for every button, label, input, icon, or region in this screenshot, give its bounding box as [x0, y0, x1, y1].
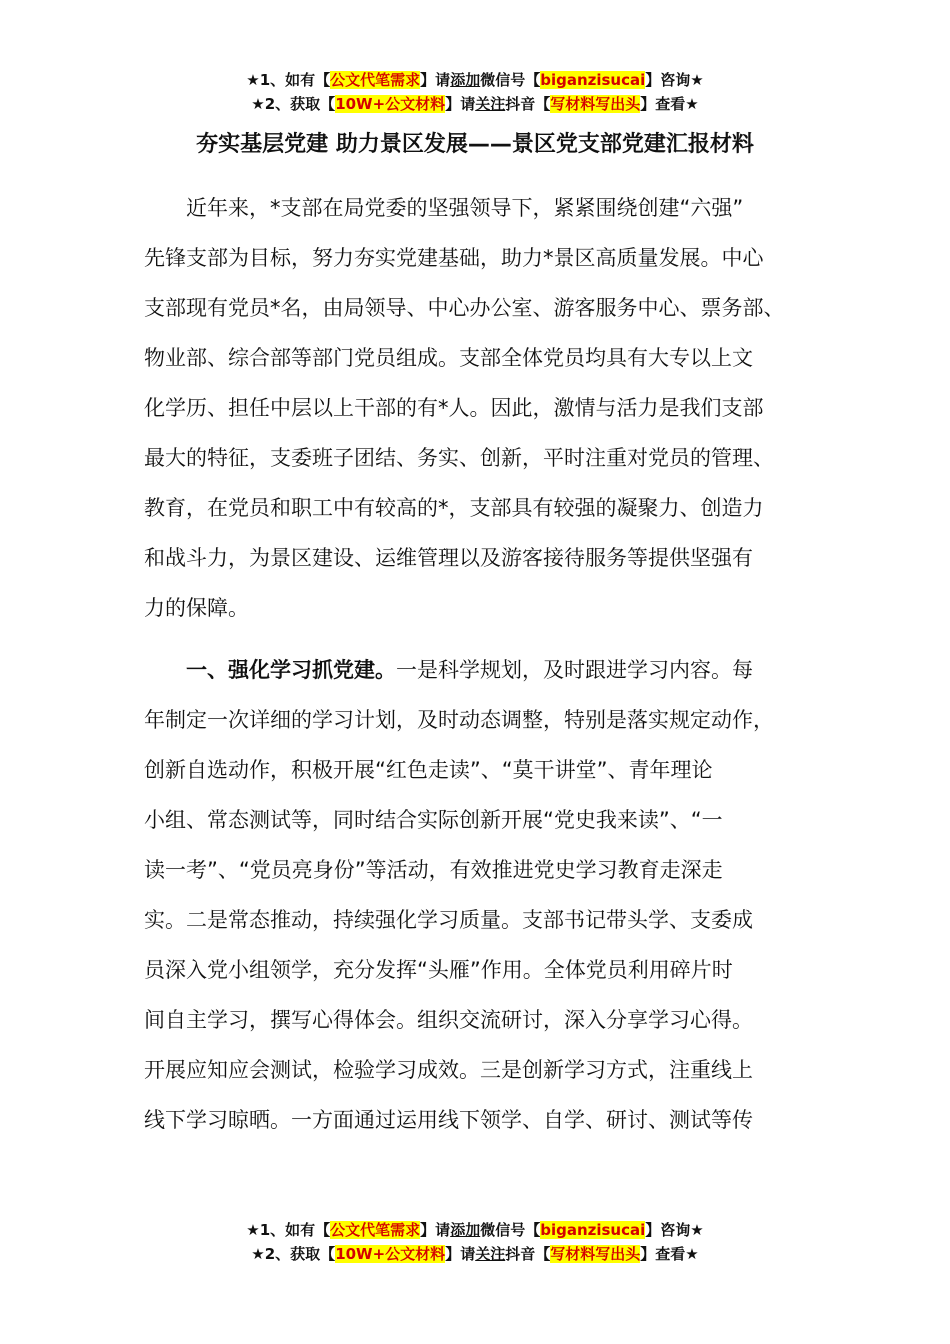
footer-banner: [0, 1218, 950, 1266]
paragraph-line: 线下学习晾晒。一方面通过运用线下领学、自学、研讨、测试等传: [144, 1108, 753, 1132]
banner-text: ★1、如有【: [246, 71, 331, 89]
banner-highlight: 写材料写出头: [550, 1245, 641, 1263]
banner-line-1: [0, 68, 950, 92]
banner-line-2: [0, 1242, 950, 1266]
banner-underline: 添加: [450, 1221, 481, 1239]
paragraph-line: 实。二是常态推动，持续强化学习质量。支部书记带头学、支委成: [144, 908, 753, 932]
paragraph-line: 间自主学习，撰写心得体会。组织交流研讨，深入分享学习心得。: [144, 1008, 753, 1032]
paragraph-line: 先锋支部为目标，努力夯实党建基础，助力*景区高质量发展。中心: [144, 246, 764, 270]
banner-highlight: 写材料写出头: [550, 95, 641, 113]
paragraph-line: 和战斗力，为景区建设、运维管理以及游客接待服务等提供坚强有: [144, 546, 753, 570]
banner-text: ★2、获取【: [251, 95, 336, 113]
paragraph-line: 物业部、综合部等部门党员组成。支部全体党员均具有大专以上文: [144, 346, 753, 370]
banner-text: 】咨询★: [645, 1221, 704, 1239]
banner-highlight: 公文代笔需求: [330, 71, 421, 89]
paragraph-line: 小组、常态测试等，同时结合实际创新开展“党史我来读”、“一: [144, 808, 723, 832]
banner-text: 】请: [420, 71, 451, 89]
banner-highlight: biganzisucai: [540, 71, 646, 89]
header-banner: [0, 68, 950, 116]
paragraph-line: [144, 645, 824, 695]
banner-highlight: 10W+公文材料: [335, 95, 446, 113]
banner-underline: 关注: [475, 1245, 506, 1263]
paragraph-line: 最大的特征，支委班子团结、务实、创新，平时注重对党员的管理、: [144, 446, 774, 470]
paragraph-line: 开展应知应会测试，检验学习成效。三是创新学习方式，注重线上: [144, 1058, 753, 1082]
banner-highlight: 公文代笔需求: [330, 1221, 421, 1239]
paragraph-line: 年制定一次详细的学习计划，及时动态调整，特别是落实规定动作，: [144, 708, 774, 732]
paragraph-line: 员深入党小组领学，充分发挥“头雁”作用。全体党员利用碎片时: [144, 958, 733, 982]
paragraph-line: 读一考”、“党员亮身份”等活动，有效推进党史学习教育走深走: [144, 858, 723, 882]
banner-underline: 关注: [475, 95, 506, 113]
paragraph-line: 力的保障。: [144, 596, 249, 620]
banner-text: 】查看★: [640, 95, 699, 113]
banner-text: 】请: [420, 1221, 451, 1239]
banner-text: 微信号【: [480, 71, 541, 89]
banner-underline: 添加: [450, 71, 481, 89]
banner-highlight: biganzisucai: [540, 1221, 646, 1239]
paragraph-line: 支部现有党员*名，由局领导、中心办公室、游客服务中心、票务部、: [144, 296, 785, 320]
banner-text: 】请: [445, 95, 476, 113]
banner-text: 抖音【: [505, 1245, 551, 1263]
paragraph-text: 一是科学规划，及时跟进学习内容。每: [396, 658, 753, 682]
intro-paragraph: [144, 183, 824, 633]
banner-text: 】查看★: [640, 1245, 699, 1263]
paragraph-line: 化学历、担任中层以上干部的有*人。因此，激情与活力是我们支部: [144, 396, 764, 420]
banner-highlight: 10W+公文材料: [335, 1245, 446, 1263]
document-title: 夯实基层党建 助力景区发展——景区党支部党建汇报材料: [196, 132, 754, 157]
banner-line-2: [0, 92, 950, 116]
banner-text: 】咨询★: [645, 71, 704, 89]
paragraph-line: 教育，在党员和职工中有较高的*，支部具有较强的凝聚力、创造力: [144, 496, 764, 520]
section-1-paragraph: [144, 645, 824, 1145]
banner-line-1: [0, 1218, 950, 1242]
section-heading: 一、强化学习抓党建。: [186, 658, 396, 682]
paragraph-line: 创新自选动作，积极开展“红色走读”、“莫干讲堂”、青年理论: [144, 758, 713, 782]
banner-text: 微信号【: [480, 1221, 541, 1239]
banner-text: ★1、如有【: [246, 1221, 331, 1239]
banner-text: 】请: [445, 1245, 476, 1263]
paragraph-line: 近年来，*支部在局党委的坚强领导下，紧紧围绕创建“六强”: [186, 196, 744, 220]
banner-text: ★2、获取【: [251, 1245, 336, 1263]
banner-text: 抖音【: [505, 95, 551, 113]
